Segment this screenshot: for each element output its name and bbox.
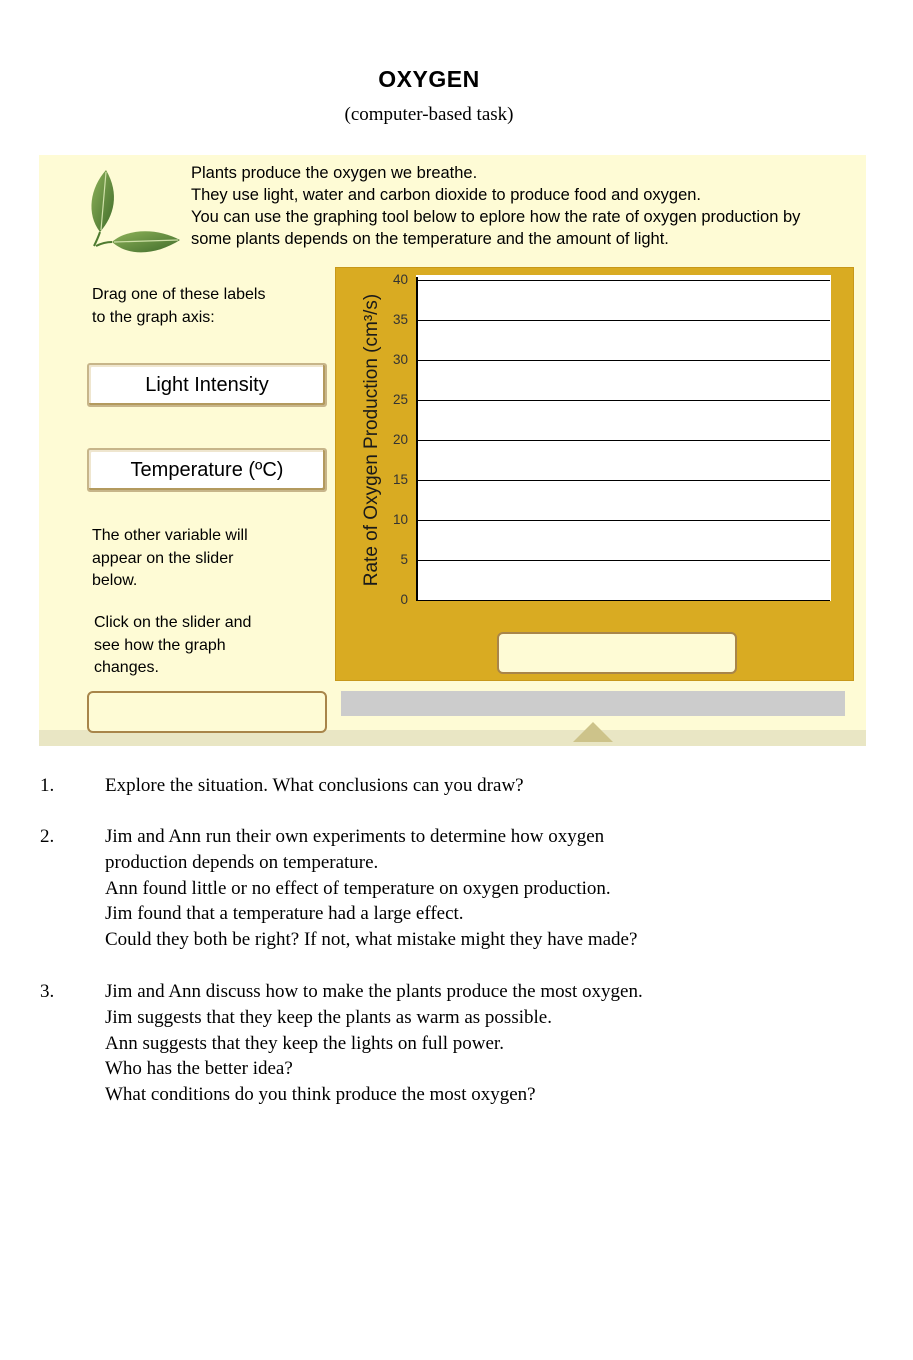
question-line: Jim and Ann discuss how to make the plants produce the most oxygen. xyxy=(105,981,643,1002)
y-axis-title: Rate of Oxygen Production (cm³/s) xyxy=(361,293,382,587)
y-tick-label: 35 xyxy=(392,312,408,327)
gridline xyxy=(418,280,830,281)
note-line: appear on the slider xyxy=(92,549,234,567)
y-tick-label: 20 xyxy=(392,432,408,447)
y-tick-label: 10 xyxy=(392,512,408,527)
leaf-icon xyxy=(84,166,184,262)
intro-text xyxy=(191,162,861,250)
y-tick-label: 0 xyxy=(400,592,408,607)
y-axis xyxy=(416,277,418,601)
gridline xyxy=(418,440,830,441)
gridline xyxy=(418,520,830,521)
gridline xyxy=(418,400,830,401)
gridline xyxy=(418,360,830,361)
other-variable-note xyxy=(92,525,248,593)
slider-instruction-line: see how the graph xyxy=(94,636,226,654)
plot-area xyxy=(416,275,831,601)
question-line: Ann found little or no effect of temperature on oxygen production. xyxy=(105,877,611,899)
question-line: Jim suggests that they keep the plants as warm as possible. xyxy=(105,1006,552,1028)
gridline xyxy=(418,480,830,481)
note-line: The other variable will xyxy=(92,527,248,544)
y-tick-label: 40 xyxy=(392,272,408,287)
page-subtitle: (computer-based task) xyxy=(344,104,514,125)
y-tick-label: 15 xyxy=(392,472,408,487)
slider-label-drop-zone[interactable] xyxy=(87,691,327,733)
intro-line: You can use the graphing tool below to eplore how the rate of oxygen production by xyxy=(191,208,801,226)
x-axis-label-drop-zone[interactable] xyxy=(497,632,737,674)
question-1-text xyxy=(105,773,524,799)
variable-slider[interactable] xyxy=(341,691,845,716)
question-3-text xyxy=(105,979,643,1108)
question-line: Jim found that a temperature had a large effect. xyxy=(105,903,464,925)
collapse-arrow-icon[interactable] xyxy=(573,722,613,742)
question-line: Could they both be right? If not, what mistake might they have made? xyxy=(105,929,638,951)
question-number: 2. xyxy=(40,826,55,847)
drag-instruction xyxy=(92,284,265,329)
question-number: 3. xyxy=(40,981,55,1002)
question-line: Jim and Ann run their own experiments to determine how oxygen xyxy=(105,826,605,847)
intro-line: Plants produce the oxygen we breathe. xyxy=(191,164,478,182)
gridline xyxy=(418,600,830,601)
intro-line: They use light, water and carbon dioxide to produce food and oxygen. xyxy=(191,186,702,204)
gridline xyxy=(418,320,830,321)
question-number: 1. xyxy=(40,775,55,796)
note-line: below. xyxy=(92,572,138,589)
drag-instruction-line: to the graph axis: xyxy=(92,308,215,326)
question-line: Who has the better idea? xyxy=(105,1058,293,1080)
y-tick-label: 5 xyxy=(400,552,408,567)
temperature-label[interactable]: Temperature (ºC) xyxy=(87,448,327,492)
drag-instruction-line: Drag one of these labels xyxy=(92,286,266,303)
light-intensity-label[interactable]: Light Intensity xyxy=(87,363,327,407)
gridline xyxy=(418,560,830,561)
slider-instruction-line: Click on the slider and xyxy=(94,614,252,631)
page-title: OXYGEN xyxy=(378,66,480,92)
intro-line: some plants depends on the temperature and the amount of light. xyxy=(191,230,669,248)
y-tick-label: 30 xyxy=(392,352,408,367)
question-2-text xyxy=(105,824,637,953)
slider-instruction-line: changes. xyxy=(94,659,159,676)
question-line: Ann suggests that they keep the lights on full power. xyxy=(105,1032,504,1054)
question-line: Explore the situation. What conclusions can you draw? xyxy=(105,775,524,796)
question-line: production depends on temperature. xyxy=(105,851,379,873)
slider-instruction xyxy=(94,612,251,680)
question-line: What conditions do you think produce the most oxygen? xyxy=(105,1084,536,1106)
y-tick-label: 25 xyxy=(392,392,408,407)
